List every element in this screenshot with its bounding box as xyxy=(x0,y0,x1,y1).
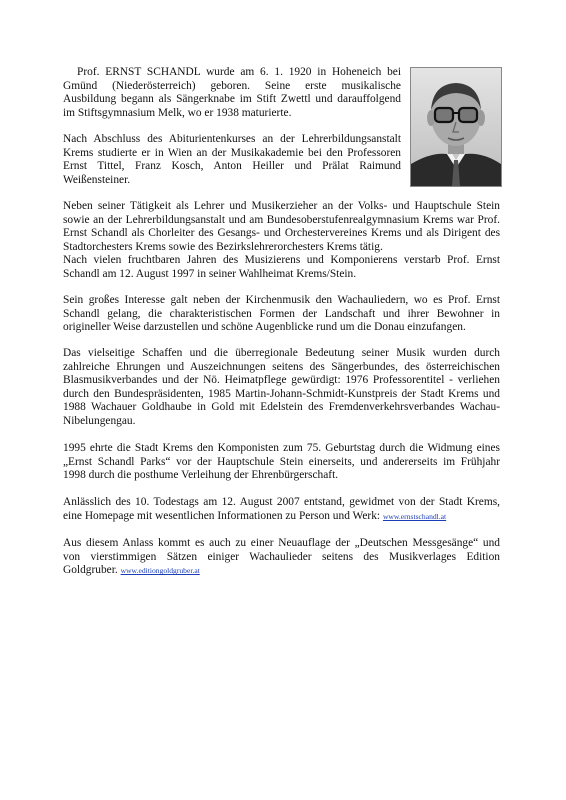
paragraph-7 xyxy=(63,496,500,523)
text-line: Aus diesem Anlass kommt es auch zu einer Neuauflage der „Deutschen Messgesänge“ und xyxy=(63,537,500,549)
text-line: Nach Abschluss des Abiturientenkurses an der Lehrerbildungsanstalt xyxy=(63,133,401,145)
text-line: Schandl gelang, die charakteristischen Formen der Landschaft und ihrer Bewohner in xyxy=(63,307,500,320)
text-line: 1988 Wachauer Goldhaube in Gold mit Edelstein des Fremdenverkehrsverbandes Wachau- xyxy=(63,401,500,414)
text-line xyxy=(63,510,500,524)
text-line: 1995 ehrte die Stadt Krems den Komponisten zum 75. Geburtstag durch die Widmung eines xyxy=(63,442,500,454)
text-line: Weißensteiner. xyxy=(63,173,131,186)
text-line: sowie an der Lehrerbildungsanstalt und am Bundesoberstufenrealgymnasium Krems war Prof. xyxy=(63,213,500,226)
paragraph-5 xyxy=(63,347,500,429)
portrait-photo xyxy=(410,67,502,187)
paragraph-4 xyxy=(63,294,500,335)
text-line: Ernst Schandl als Chorleiter des Gesangs- und Orchestervereines Krems und als Dirigent des xyxy=(63,227,500,240)
text-line: Prof. ERNST SCHANDL wurde am 6. 1. 1920 in Hoheneich bei xyxy=(77,66,401,78)
text-line: Neben seiner Tätigkeit als Lehrer und Musikerzieher an der Volks- und Hauptschule Stein xyxy=(63,200,500,212)
text-line: origineller Weise darzustellen und schöne Augenblicke rund um die Donau einzufangen. xyxy=(63,321,466,334)
text-line: Stadtorchesters Krems sowie des Bezirkslehrerorchesters Krems tätig. xyxy=(63,240,383,253)
text-line: Sein großes Interesse galt neben der Kirchenmusik den Wachauliedern, wo es Prof. Ernst xyxy=(63,294,500,306)
text-line: im Stiftsgymnasium Melk, wo er 1938 maturierte. xyxy=(63,106,292,119)
text-line: „Ernst Schandl Parks“ vor der Hauptschule Stein einerseits, und andererseits im Frühjahr xyxy=(63,455,500,468)
text-line: zahlreiche Ehrungen und Auszeichnungen seitens des Sängerbundes, des österreichischen xyxy=(63,360,500,373)
paragraph-6 xyxy=(63,442,500,483)
portrait-image xyxy=(411,68,501,186)
text-line: Anlässlich des 10. Todestags am 12. August 2007 entstand, gewidmet von der Stadt Krems, xyxy=(63,496,500,508)
text-line: Gmünd (Niederösterreich) geboren. Seine erste musikalische xyxy=(63,79,401,92)
paragraph-3 xyxy=(63,200,500,282)
text-line xyxy=(63,564,500,578)
text-line: Schandl am 12. August 1997 in seiner Wahlheimat Krems/Stein. xyxy=(63,267,357,280)
text-segment: eine Homepage mit wesentlichen Informationen zu Person und Werk: xyxy=(63,509,381,522)
text-line: Das vielseitige Schaffen und die überregionale Bedeutung seiner Musik wurden durch xyxy=(63,347,500,359)
text-segment: Goldgruber. xyxy=(63,564,118,577)
text-line: 1998 durch die posthume Verleihung der Ehrenbürgerschaft. xyxy=(63,469,339,482)
text-line: Krems studierte er in Wien an der Musikakademie bei den Professoren xyxy=(63,146,401,159)
text-line: Nach vielen fruchtbaren Jahren des Musizierens und Komponierens verstarb Prof. Ernst xyxy=(63,254,500,267)
homepage-link[interactable]: www.ernstschandl.at xyxy=(382,511,447,521)
paragraph-1 xyxy=(63,66,401,120)
paragraph-8 xyxy=(63,537,500,578)
text-line: Blasmusikverbandes und der Nö. Heimatpflege gewürdigt: 1976 Professorentitel - verliehen xyxy=(63,374,500,387)
text-line: Ernst Tittel, Franz Kosch, Anton Heiller und Prälat Raimund xyxy=(63,160,401,173)
text-line: von vierstimmigen Sätzen einiger Wachaulieder seitens des Musikverlages Edition xyxy=(63,550,500,563)
text-line: durch den Bundespräsidenten, 1985 Martin-Johann-Schmidt-Kunstpreis der Stadt Krems und xyxy=(63,387,500,400)
paragraph-2 xyxy=(63,133,401,187)
text-line: Ausbildung begann als Sängerknabe im Stift Zwettl und darauffolgend xyxy=(63,93,401,106)
text-line: Nibelungengau. xyxy=(63,414,136,427)
publisher-link[interactable]: www.editiongoldgruber.at xyxy=(120,566,200,576)
